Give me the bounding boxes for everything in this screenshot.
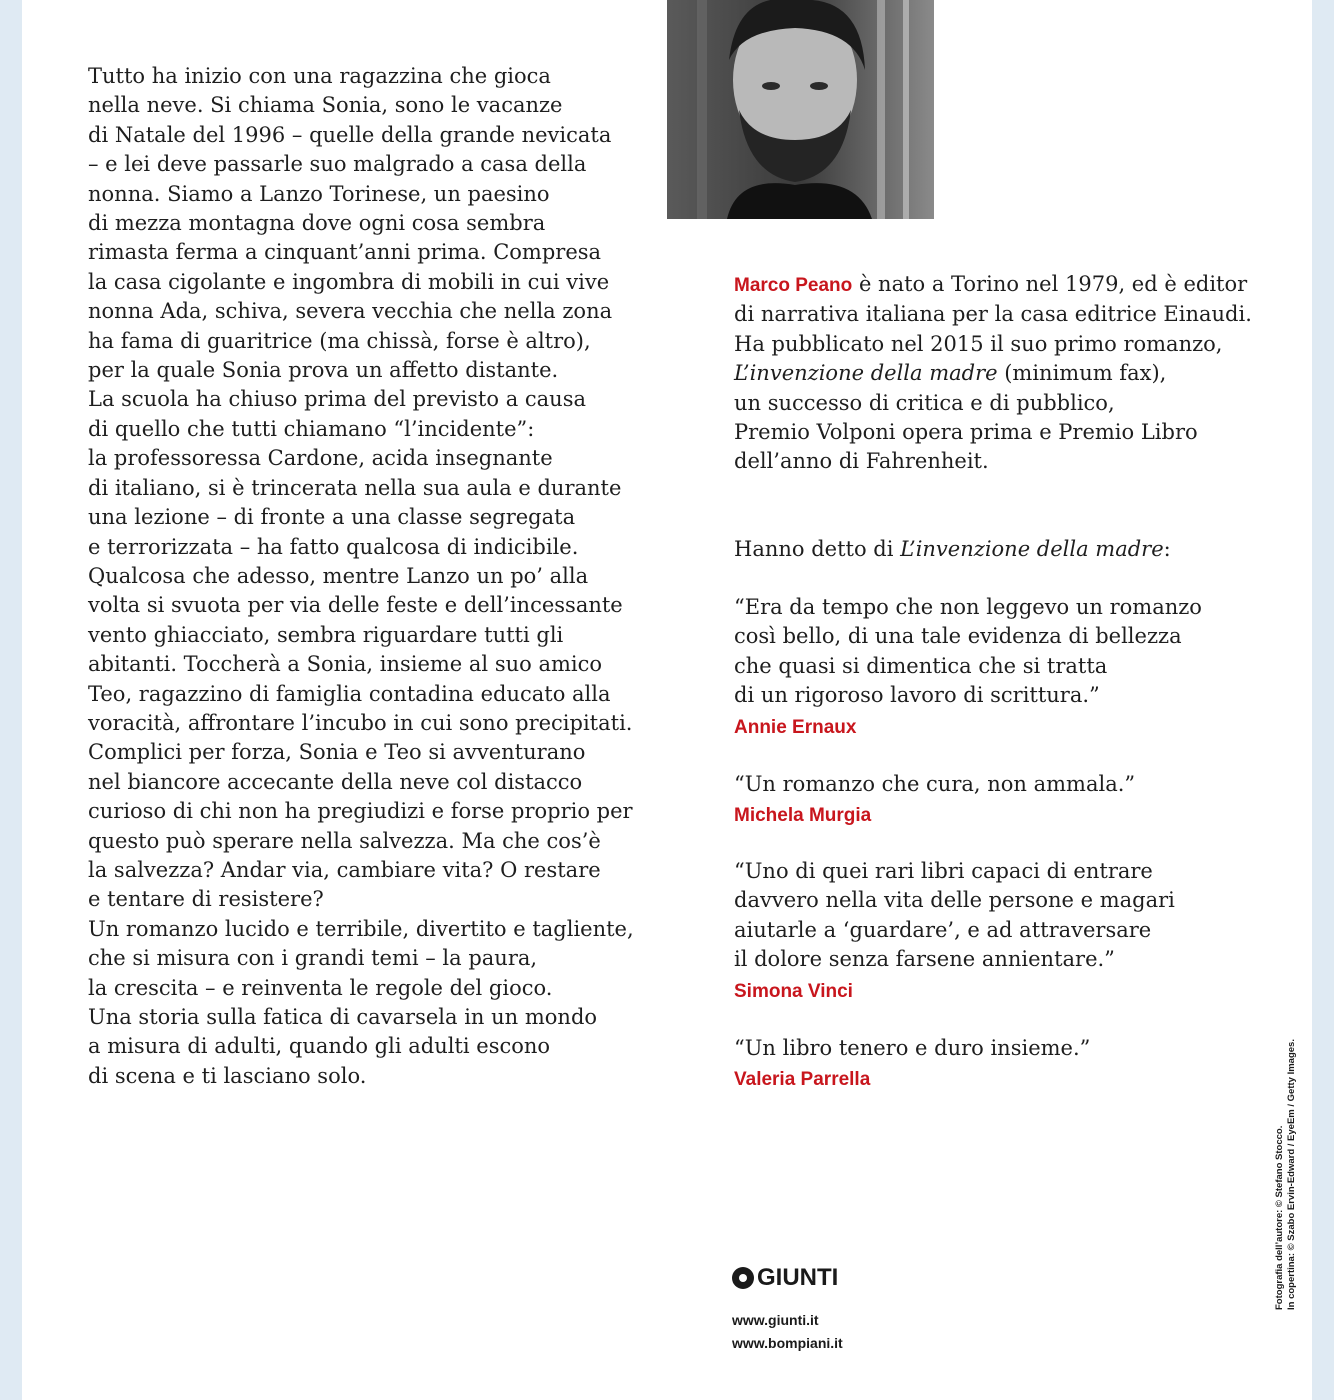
url-link[interactable]: www.giunti.it — [732, 1312, 819, 1328]
synopsis — [88, 62, 634, 1091]
synopsis-line: Tutto ha inizio con una ragazzina che gioca — [88, 64, 551, 88]
praise-book-title: L’invenzione della madre — [900, 537, 1164, 561]
synopsis-line: la professoressa Cardone, acida insegnante — [88, 446, 553, 471]
synopsis-line: di quello che tutti chiamano “l’incidente”: — [88, 416, 535, 441]
bio-line-3: Ha pubblicato nel 2015 il suo primo romanzo, — [734, 331, 1223, 356]
author-photo — [667, 0, 934, 219]
bio-line-4: L’invenzione della madre (minimum fax), — [734, 361, 1167, 386]
synopsis-line: curioso di chi non ha pregiudizi e forse proprio per — [88, 799, 633, 824]
synopsis-line: che si misura con i grandi temi – la paura, — [88, 946, 538, 971]
quote-author: Annie Ernaux — [734, 716, 857, 738]
quote-author: Valeria Parrella — [734, 1069, 871, 1091]
synopsis-line: Teo, ragazzino di famiglia contadina educato alla — [88, 681, 611, 706]
author-name: Marco Peano — [734, 275, 853, 296]
synopsis-line: Complici per forza, Sonia e Teo si avventurano — [88, 740, 586, 765]
synopsis-line: nel biancore accecante della neve col distacco — [88, 769, 583, 794]
praise-intro: Hanno detto di L’invenzione della madre: — [734, 537, 1171, 561]
quote-author: Michela Murgia — [734, 805, 872, 827]
synopsis-line: per la quale Sonia prova un affetto distante. — [88, 358, 559, 383]
publisher-urls — [732, 1309, 843, 1355]
synopsis-line: voracità, affrontare l’incubo in cui sono precipitati. — [88, 710, 633, 735]
synopsis-line: di scena e ti lasciano solo. — [88, 1063, 367, 1088]
synopsis-line: e tentare di resistere? — [88, 887, 324, 912]
giunti-g-icon — [732, 1267, 754, 1289]
synopsis-line: una lezione – di fronte a una classe segregata — [88, 505, 576, 530]
synopsis-line: Un romanzo lucido e terribile, divertito e tagliente, — [88, 916, 634, 941]
synopsis-line: di italiano, si è trincerata nella sua aula e durante — [88, 475, 622, 500]
synopsis-line: questo può sperare nella salvezza. Ma che cos’è — [88, 828, 601, 853]
image-credits: Fotografia dell’autore: © Stefano Stocco. In copertina: © Szabo Ervin-Edward / EyeEm / Getty Images. — [1274, 1039, 1297, 1310]
synopsis-line: – e lei deve passarle suo malgrado a casa della — [88, 152, 587, 177]
quote-4: “Un libro tenero e duro insieme.” Valeria Parrella — [734, 1034, 1294, 1095]
synopsis-line: di mezza montagna dove ogni cosa sembra — [88, 211, 546, 236]
publisher-logo: GIUNTI — [732, 1264, 838, 1292]
quote-1: “Era da tempo che non leggevo un romanzo così bello, di una tale evidenza di bellezza che quasi si dimentica che si tratta di un rigoroso lavoro di scrittura.” Annie Ernaux — [734, 593, 1294, 742]
synopsis-line: la crescita – e reinventa le regole del gioco. — [88, 975, 553, 1000]
synopsis-line: e terrorizzata – ha fatto qualcosa di indicibile. — [88, 534, 579, 559]
synopsis-line: volta si svuota per via delle feste e dell’incessante — [88, 593, 623, 618]
synopsis-line: a misura di adulti, quando gli adulti escono — [88, 1034, 551, 1059]
synopsis-line: rimasta ferma a cinquant’anni prima. Compresa — [88, 240, 602, 265]
synopsis-line: nonna Ada, schiva, severa vecchia che nella zona — [88, 299, 613, 324]
synopsis-line: la casa cigolante e ingombra di mobili in cui vive — [88, 269, 610, 294]
synopsis-line: abitanti. Toccherà a Sonia, insieme al suo amico — [88, 652, 602, 677]
synopsis-line: La scuola ha chiuso prima del previsto a causa — [88, 387, 586, 412]
bio-line-7: dell’anno di Fahrenheit. — [734, 449, 989, 474]
book-title: L’invenzione della madre — [734, 361, 998, 386]
author-bio — [734, 270, 1294, 477]
synopsis-line: ha fama di guaritrice (ma chissà, forse è altro), — [88, 328, 591, 353]
quote-3: “Uno di quei rari libri capaci di entrare davvero nella vita delle persone e magari aiutarle a ‘guardare’, e ad attraversare il dolore senza farsene annientare.” Simona Vinci — [734, 857, 1294, 1006]
bio-line-1: Marco Peano è nato a Torino nel 1979, ed è editor — [734, 272, 1248, 296]
quote-author: Simona Vinci — [734, 980, 853, 1002]
bio-line-5: un successo di critica e di pubblico, — [734, 390, 1115, 415]
back-cover — [22, 0, 1312, 1400]
synopsis-line: di Natale del 1996 – quelle della grande nevicata — [88, 122, 612, 147]
bio-line-6: Premio Volponi opera prima e Premio Libro — [734, 420, 1198, 445]
synopsis-line: nella neve. Si chiama Sonia, sono le vacanze — [88, 93, 563, 118]
quote-2: “Un romanzo che cura, non ammala.” Michela Murgia — [734, 770, 1294, 831]
synopsis-line: nonna. Siamo a Lanzo Torinese, un paesino — [88, 181, 550, 206]
url-link[interactable]: www.bompiani.it — [732, 1335, 843, 1351]
bio-line-2: di narrativa italiana per la casa editrice Einaudi. — [734, 302, 1252, 327]
synopsis-line: vento ghiacciato, sembra riguardare tutti gli — [88, 622, 564, 647]
synopsis-line: la salvezza? Andar via, cambiare vita? O restare — [88, 857, 601, 882]
synopsis-line: Qualcosa che adesso, mentre Lanzo un po’ alla — [88, 563, 589, 588]
synopsis-line: Una storia sulla fatica di cavarsela in un mondo — [88, 1005, 598, 1029]
